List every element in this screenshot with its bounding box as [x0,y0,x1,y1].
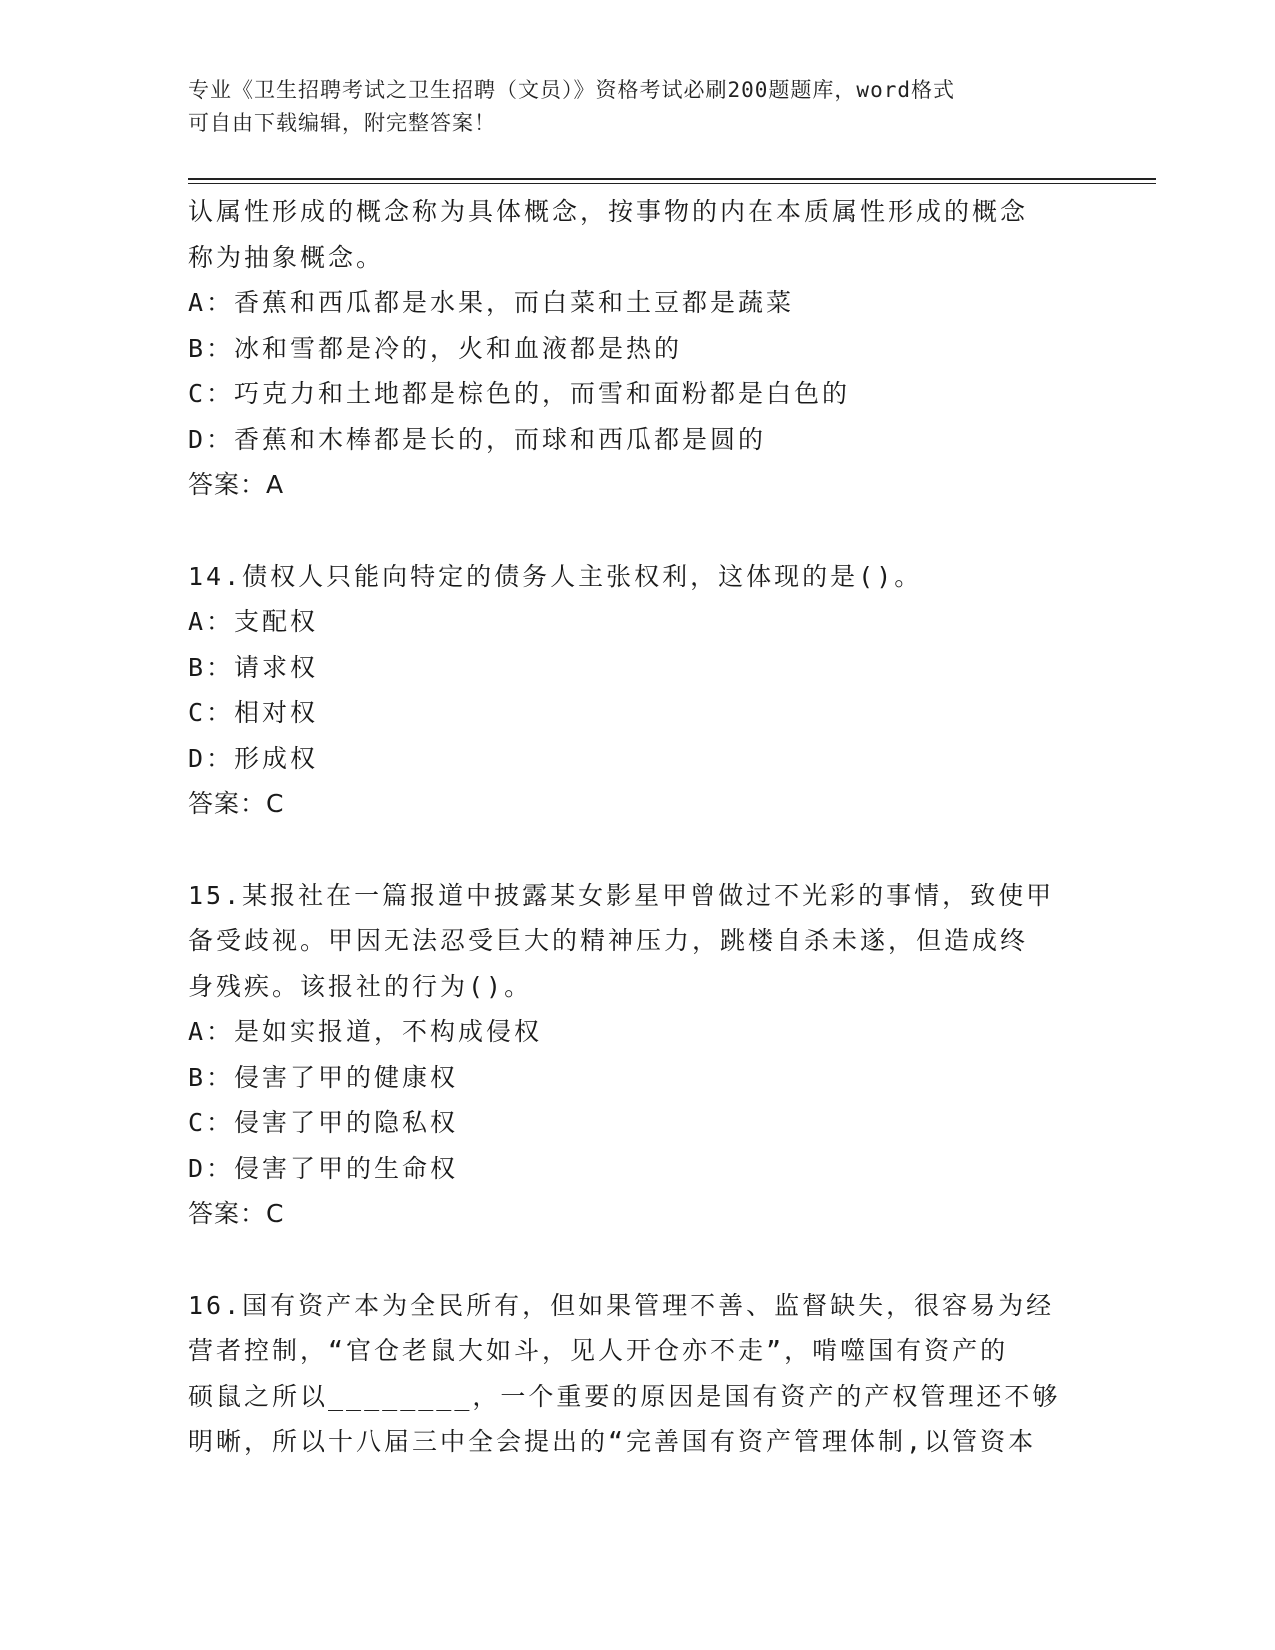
document-body [188,189,1088,1465]
option-c: C：侵害了甲的隐私权 [188,1108,459,1137]
question-text-line: 16.国有资产本为全民所有，但如果管理不善、监督缺失，很容易为经 [188,1290,1055,1320]
question-text-line: 认属性形成的概念称为具体概念，按事物的内在本质属性形成的概念 [188,197,1029,226]
answer: 答案：C [188,1199,285,1228]
option-d: D：形成权 [188,743,319,773]
option-d: D：侵害了甲的生命权 [188,1153,459,1183]
question-14 [188,554,1088,827]
spacer [188,1237,1088,1283]
question-text-line: 称为抽象概念。 [188,242,385,272]
question-text-line: 身残疾。该报社的行为()。 [188,971,533,1001]
option-c: C：巧克力和土地都是棕色的，而雪和面粉都是白色的 [188,379,851,408]
question-text-line: 营者控制，“官仓老鼠大如斗，见人开仓亦不走”，啃噬国有资产的 [188,1336,1009,1365]
option-b: B：冰和雪都是冷的，火和血液都是热的 [188,333,683,363]
option-a: A：支配权 [188,607,319,636]
question-text-line: 15.某报社在一篇报道中披露某女影星甲曾做过不光彩的事情，致使甲 [188,880,1055,910]
question-text-line: 14.债权人只能向特定的债务人主张权利，这体现的是()。 [188,561,923,591]
spacer [188,508,1088,554]
answer: 答案：C [188,789,285,818]
spacer [188,827,1088,873]
question-text-line: 备受歧视。甲因无法忍受巨大的精神压力，跳楼自杀未遂，但造成终 [188,926,1029,955]
option-a: A：是如实报道，不构成侵权 [188,1017,543,1046]
header-line-1: 专业《卫生招聘考试之卫生招聘（文员）》资格考试必刷200题题库，word格式 [188,78,955,102]
header-rule-thick [188,178,1156,180]
option-b: B：请求权 [188,652,319,682]
option-b: B：侵害了甲的健康权 [188,1062,459,1092]
question-15 [188,873,1088,1237]
option-a: A：香蕉和西瓜都是水果，而白菜和土豆都是蔬菜 [188,288,795,317]
header-rule-thin [188,183,1156,184]
question-text-line: 硕鼠之所以________，一个重要的原因是国有资产的产权管理还不够 [188,1381,1061,1411]
option-d: D：香蕉和木棒都是长的，而球和西瓜都是圆的 [188,424,767,454]
page-header [188,74,1068,140]
question-13 [188,189,1088,508]
header-line-2: 可自由下载编辑，附完整答案！ [188,111,496,135]
option-c: C：相对权 [188,698,319,727]
answer: 答案：A [188,470,285,499]
question-text-line: 明晰，所以十八届三中全会提出的“完善国有资产管理体制,以管资本 [188,1427,1037,1456]
question-16 [188,1283,1088,1465]
